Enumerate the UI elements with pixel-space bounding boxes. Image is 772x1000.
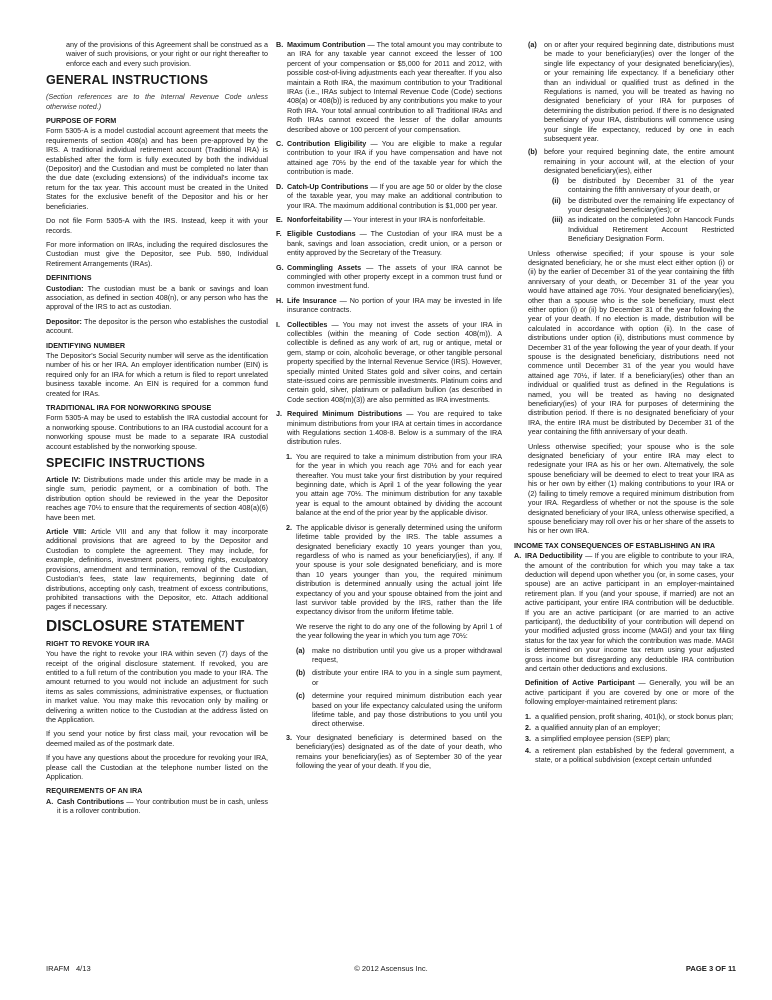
reserve-option-c-label: (c) — [296, 691, 305, 701]
requirement-c-body — [287, 139, 502, 177]
requirement-a-text: — Your contribution must be in cash, unless it is a rollover contribution. — [57, 796, 268, 816]
footer-form-code: IRAFM 4/13 — [46, 964, 91, 973]
rmd-item-1-text: You are required to take a minimum distribution from your IRA for the year in which you reach age 70½ and for each year thereafter. You must take your first distribution by your required beginning date, which is April 1 of the year following the year you attain age 70½. The minimum distribution for any taxable year is equal to the amount obtained by dividing the account balance at the end of the prior year by the applicable divisor. — [296, 451, 502, 518]
ira-deductibility — [514, 551, 734, 673]
plan-list-item — [525, 712, 734, 721]
death-option-b-iii-label: (iii) — [552, 215, 563, 225]
reserve-option-b — [296, 668, 502, 687]
plan-1-text: a qualified pension, profit sharing, 401(k), or stock bonus plan; — [535, 711, 734, 721]
questions-text: If you have any questions about the procedure for revoking your IRA, please call the Custodian at the telephone number listed on the Application. — [46, 753, 268, 781]
requirement-f-text: — The Custodian of your IRA must be a bank, savings and loan association, credit union, or a person or entity approved by the Secretary of the Treasury. — [287, 229, 502, 258]
do-not-file-text: Do not file Form 5305-A with the IRS. Instead, keep it with your records. — [46, 216, 268, 235]
article-iv-paragraph — [46, 475, 268, 522]
plan-3-label: 3. — [525, 734, 531, 744]
requirement-b-body — [287, 40, 502, 134]
ira-deductibility-body — [525, 551, 734, 673]
general-note: (Section references are to the Internal Revenue Code unless otherwise noted.) — [46, 92, 268, 111]
active-participant-title: Definition of Active Participant — [525, 678, 635, 688]
death-option-b — [528, 147, 734, 244]
requirement-j-text: — You are required to take minimum distributions from your IRA at certain times in accordance with Regulations section 1.408-8. Below is a summary of the IRA distribution rules. — [287, 409, 502, 447]
nonworking-spouse-heading: TRADITIONAL IRA FOR NONWORKING SPOUSE — [46, 403, 212, 412]
revoke-text: You have the right to revoke your IRA within seven (7) days of the receipt of the original disclosure statement. If revoked, you are entitled to a full return of the contribution you made to your IRA. The amount returned to you would not include an adjustment for such items as sales commissions, administrative expenses, or fluctuation in market value. You may make this revocation only by mailing or delivering a written notice to the Custodian at the address listed on the Application. — [46, 649, 268, 724]
reserve-option-a — [296, 646, 502, 665]
reserve-option-c-text: determine your required minimum distribution each year based on your life expectancy calculated using the uniform lifetime table, and pay those distributions to you until you direct otherwise. — [312, 691, 502, 729]
requirement-e-text: — Your interest in your IRA is nonforfeitable. — [342, 214, 486, 224]
requirement-b — [276, 40, 502, 134]
requirement-a-label: A. — [46, 796, 54, 806]
depositor-text: The depositor is the person who establishes the custodial account. — [46, 316, 268, 336]
requirement-d-body — [287, 182, 502, 210]
requirement-i-label: I. — [276, 319, 280, 329]
death-option-b-i-label: (i) — [552, 175, 559, 185]
plan-list-item — [525, 746, 734, 765]
page-footer — [46, 964, 736, 973]
plan-4-text: a retirement plan established by the federal government, a state, or a political subdivision (except certain unfunded — [535, 745, 734, 765]
death-option-a — [528, 40, 734, 143]
requirement-d-label: D. — [276, 181, 284, 191]
requirement-g-label: G. — [276, 262, 284, 272]
requirement-i-title: Collectibles — [287, 319, 328, 329]
death-option-a-text: on or after your required beginning date, distributions must be made to your beneficiary(ies) over the longer of the single life expectancy of your designated beneficiary(ies), or your remaining life expectancy. If a beneficiary other than an individual or qualified trust as defined in the Regulations is named, you will be treated as having no designated beneficiary of your IRA for purposes of determining the distribution period. If there is no designated beneficiary of your IRA, distributions will commence using your single life expectancy, reduced by one in each subsequent year. — [544, 40, 734, 144]
column-middle — [276, 40, 502, 775]
requirement-c — [276, 139, 502, 177]
reserve-option-c — [296, 691, 502, 729]
reserve-option-a-label: (a) — [296, 645, 305, 655]
active-participant-paragraph — [525, 678, 734, 706]
ira-deductibility-title: IRA Deductibility — [525, 551, 583, 561]
definitions-heading: DEFINITIONS — [46, 273, 92, 283]
death-option-b-body — [544, 147, 734, 244]
requirement-f — [276, 229, 502, 257]
requirement-g-text: — The assets of your IRA cannot be commingled with other property except in a common trust fund or common investment fund. — [287, 262, 503, 291]
plan-4-label: 4. — [525, 745, 531, 755]
death-option-b-iii-text: as indicated on the completed John Hancock Funds Individual Retirement Account Restricted Beneficiary Designation Form. — [568, 215, 734, 244]
death-option-b-label: (b) — [528, 147, 538, 157]
depositor-definition — [46, 317, 268, 336]
spouse-redesignate-text: Unless otherwise specified; your spouse who is the sole designated beneficiary of your entire IRA may elect to redesignate your IRA as his or her own. Alternatively, the sole spouse beneficiary will be deemed to elect to treat your IRA as his or her own by either (1) making contributions to your IRA or (2) failing to timely remove a required minimum distribution from your IRA. Regardless of whether or not the spouse is the sole designated beneficiary of your IRA, unless otherwise specified, a spouse beneficiary may roll over his or her share of the assets to his or her own IRA. — [528, 441, 734, 536]
requirement-b-text: — The total amount you may contribute to an IRA for any taxable year cannot exceed the lesser of 100 percent of your compensation or $5,000 for 2011 and 2012, with possible cost-of-living adjustments each year thereafter. If you also maintain a Roth IRA, the maximum contribution to your Traditional IRAs (i.e., IRAs subject to Internal Revenue Code (Code) sections 408(a) or 408(b)) is reduced by any contributions you make to your Roth IRA. Your total annual contribution to all Traditional IRAs and Roth IRAs cannot exceed the lesser of the dollar amounts described above or 100 percent of your compensation. — [287, 40, 502, 134]
requirement-h-text: — No portion of your IRA may be invested in life insurance contracts. — [287, 295, 502, 315]
requirement-a-body — [57, 797, 268, 816]
requirement-g-title: Commingling Assets — [287, 262, 362, 272]
column-right — [514, 40, 734, 767]
income-tax-heading: INCOME TAX CONSEQUENCES OF ESTABLISHING AN IRA — [514, 540, 716, 550]
death-option-b-ii-label: (ii) — [552, 195, 561, 205]
requirement-c-title: Contribution Eligibility — [287, 139, 367, 149]
requirement-e-label: E. — [276, 214, 283, 224]
revoke-heading: RIGHT TO REVOKE YOUR IRA — [46, 638, 150, 648]
rmd-item-3 — [286, 733, 502, 771]
requirement-d-title: Catch-Up Contributions — [287, 181, 369, 191]
requirement-b-title: Maximum Contribution — [287, 40, 366, 49]
requirement-e-title: Nonforfeitability — [287, 214, 343, 224]
identifying-number-text: The Depositor's Social Security number will serve as the identification number of his or her IRA. An employer identification number (EIN) is required only for an IRA for which a return is filed to report unrelated business taxable income. An EIN is required for a common fund created for IRAs. — [46, 350, 268, 398]
article-viii-label: Article VIII: — [46, 527, 87, 537]
rmd-item-3-label: 3. — [286, 732, 292, 742]
plan-1-label: 1. — [525, 711, 531, 721]
plan-2-label: 2. — [525, 723, 531, 733]
footer-page-number: PAGE 3 OF 11 — [685, 964, 736, 973]
death-option-b-ii — [552, 196, 734, 215]
requirement-i-text: — You may not invest the assets of your IRA in collectibles (within the meaning of Code section 408(m)). A collectible is defined as any work of art, rug or antique, metal or gem, stamp or coin, alcoholic beverage, or other tangible personal property specified by the Internal Revenue Service (IRS). However, specially minted United States gold and silver coins, and certain state-issued coins are permissible investments. Platinum coins and certain gold, silver, platinum or palladium bullion (as described in Code section 408(m)(3)) are also permitted as IRA investments. — [287, 319, 502, 404]
requirement-f-title: Eligible Custodians — [287, 229, 356, 239]
custodian-definition — [46, 284, 268, 312]
rmd-item-3-text: Your designated beneficiary is determined based on the beneficiary(ies) designated as of the date of your death, who remains your beneficiary(ies) as of September 30 of the year following the year of your death. If you die, — [296, 732, 502, 771]
reserve-text: We reserve the right to do any one of the following by April 1 of the year following the year in which you turn age 70½: — [296, 621, 502, 641]
requirement-j-label: J. — [276, 409, 282, 419]
requirement-e-body — [287, 215, 502, 224]
plan-list-item — [525, 734, 734, 743]
purpose-text: Form 5305-A is a model custodial account agreement that meets the requirements of section 408(a) and has been pre-approved by the IRS. A traditional individual retirement account (Traditional IRA) is established after the form is fully executed by both the individual (Depositor) and the Custodian and must be completed no later than the due date (excluding extensions) of the individual's income tax return for the tax year. This account must be created in the United States for the exclusive benefit of the Depositor and his or her beneficiaries. — [46, 126, 268, 211]
requirement-g — [276, 263, 502, 291]
spouse-election-text: Unless otherwise specified; if your spouse is your sole designated beneficiary, he or she must elect either option (i) or (ii) by the earlier of December 31 of the year containing the fifth anniversary of your death, or December 31 of the year you would have attained age 70½. Your designated beneficiary(ies), other than a spouse who is the sole beneficiary, must elect either option (i) or (ii) by December 31 of the year following the year of your death. If no election is made, distribution will be calculated in accordance with option (ii). In the case of distributions under option (ii), distributions must commence by December 31 of the year following the year of your death. If your spouse is the designated beneficiary, distributions need not commence until December 31 of the year you would have attained age 70½, if later. If a beneficiary(ies) other than an individual or qualified trust as defined in the Regulations is named, you will be treated as having no designated beneficiary(ies) of your IRA for purposes of determining the distribution period. If there is no designated beneficiary of your IRA, the entire IRA must be distributed by December 31 of the year containing the fifth anniversary of your death. — [528, 248, 734, 437]
requirement-i — [276, 320, 502, 405]
requirement-h — [276, 296, 502, 315]
death-option-b-i — [552, 176, 734, 195]
requirement-b-label: B. — [276, 40, 284, 49]
article-iv-label: Article IV: — [46, 475, 81, 485]
rmd-item-1 — [286, 452, 502, 518]
mail-text: If you send your notice by first class mail, your revocation will be deemed mailed as of the postmark date. — [46, 729, 268, 748]
requirement-i-body — [287, 320, 502, 405]
rmd-item-2 — [286, 523, 502, 617]
requirement-d — [276, 182, 502, 210]
footer-copyright: © 2012 Ascensus Inc. — [354, 964, 428, 973]
requirement-g-body — [287, 263, 502, 291]
requirements-heading: REQUIREMENTS OF AN IRA — [46, 786, 143, 796]
more-info-text: For more information on IRAs, including the required disclosures the Custodian must give the Depositor, see Pub. 590, Individual Retirement Arrangements (IRAs). — [46, 239, 268, 268]
death-option-a-label: (a) — [528, 40, 537, 49]
requirement-f-label: F. — [276, 229, 282, 239]
article-viii-paragraph — [46, 527, 268, 612]
requirement-h-label: H. — [276, 295, 284, 305]
requirement-h-title: Life Insurance — [287, 295, 337, 305]
requirement-a-title: Cash Contributions — [57, 796, 124, 806]
custodian-text: The custodian must be a bank or savings and loan association, as defined in section 408(n), or any person who has the approval of the IRS to act as custodian. — [46, 283, 269, 312]
specific-instructions-title: SPECIFIC INSTRUCTIONS — [46, 456, 206, 471]
plan-2-text: a qualified annuity plan of an employer; — [535, 723, 661, 733]
depositor-label: Depositor: — [46, 316, 82, 326]
ira-deductibility-text: — If you are eligible to contribute to your IRA, the amount of the contribution for which you may take a tax deduction will depend upon whether you (or, in some cases, your spouse) are an active participant in an employer-maintained retirement plan. If you (and your spouse, if married) are not an active participant, your entire IRA contribution will be deductible. If you are an active participant (or are married to an active participant), the deductibility of your contribution will depend on your modified adjusted gross income (MAGI) and your tax filing status for the tax year for which the contribution was made. MAGI is determined on your income tax return using your adjusted gross income but disregarding any deductible IRA contribution and certain other deductions and exclusions. — [525, 551, 734, 673]
death-option-b-iii — [552, 215, 734, 243]
general-instructions-title: GENERAL INSTRUCTIONS — [46, 73, 209, 88]
custodian-label: Custodian: — [46, 283, 84, 293]
requirement-j-body — [287, 409, 502, 447]
requirement-f-body — [287, 229, 502, 257]
death-option-b-i-text: be distributed by December 31 of the year containing the fifth anniversary of your death, or — [568, 175, 734, 195]
column-left — [46, 40, 268, 821]
requirement-j — [276, 409, 502, 447]
plan-list-item — [525, 723, 734, 732]
death-option-b-ii-text: be distributed over the remaining life expectancy of your designated beneficiary(ies); or — [568, 195, 734, 214]
active-participant-text: — Generally, you will be an active participant if you are covered by one or more of the following employer-maintained retirement plans: — [525, 678, 734, 707]
requirement-e — [276, 215, 502, 224]
rmd-item-2-text: The applicable divisor is generally determined using the uniform lifetime table provided by the IRS. The table assumes a designated beneficiary exactly 10 years younger than you, regardless of who is named as your beneficiary(ies), if any. If your spouse is your sole designated beneficiary, and is more than 10 years younger than you, the required minimum distribution is determined annually using the actual joint life expectancy of you and your spouse obtained from the joint and last survivor table provided by the IRS, rather than the life expectancy divisor from the uniform lifetime table. — [296, 522, 502, 617]
death-option-b-text: before your required beginning date, the entire amount remaining in your account will, at the election of your designated beneficiary(ies), either — [544, 147, 734, 176]
ira-deductibility-label: A. — [514, 551, 522, 561]
requirement-c-label: C. — [276, 139, 284, 149]
rmd-item-1-label: 1. — [286, 451, 292, 461]
purpose-heading: PURPOSE OF FORM — [46, 116, 117, 126]
intro-paragraph: any of the provisions of this Agreement shall be construed as a waiver of such provisions, or your right or our right thereafter to enforce each and every such provision. — [66, 40, 268, 68]
requirement-c-text: — You are eligible to make a regular contribution to your IRA if you have compensation and have not attained age 70½ by the end of the taxable year for which the contribution is made. — [287, 139, 502, 177]
disclosure-statement-title: DISCLOSURE STATEMENT — [46, 617, 245, 635]
plan-3-text: a simplified employee pension (SEP) plan; — [535, 734, 671, 744]
requirement-h-body — [287, 296, 502, 315]
article-viii-text: Article VIII and any that follow it may incorporate additional provisions that are agreed to by the Depositor and Custodian to complete the agreement. They may include, for example, definitions, investment powers, voting rights, exculpatory provisions, amendment and termination, removal of the Custodian, Custodian's fees, state law requirements, beginning date of distributions, accepting only cash, treatment of excess contributions, prohibited transactions with the Depositor, etc. Attach additional pages if necessary. — [46, 527, 268, 612]
requirement-j-title: Required Minimum Distributions — [287, 409, 403, 419]
reserve-option-a-text: make no distribution until you give us a proper withdrawal request, — [312, 645, 502, 664]
requirement-a — [46, 797, 268, 816]
article-iv-text: Distributions made under this article may be made in a single sum, periodic payment, or a combination of both. The distribution option should be reviewed in the year the Depositor reaches age 70½ to ensure that the requirements of section 408(a)(6) have been met. — [46, 475, 269, 522]
rmd-item-2-label: 2. — [286, 522, 292, 532]
identifying-number-heading: IDENTIFYING NUMBER — [46, 340, 126, 350]
plan-list — [525, 712, 734, 765]
requirement-d-text: — If you are age 50 or older by the close of the taxable year, you may make an additional contribution to your IRA. The maximum additional contribution is $1,000 per year. — [287, 181, 502, 210]
reserve-option-b-text: distribute your entire IRA to you in a single sum payment, or — [312, 668, 502, 687]
nonworking-spouse-text: Form 5305-A may be used to establish the IRA custodial account for a nonworking spouse. Contributions to an IRA custodial account for a nonworking spouse must be made to a separate IRA custodial account established by the nonworking spouse. — [46, 413, 268, 451]
reserve-option-b-label: (b) — [296, 668, 306, 678]
